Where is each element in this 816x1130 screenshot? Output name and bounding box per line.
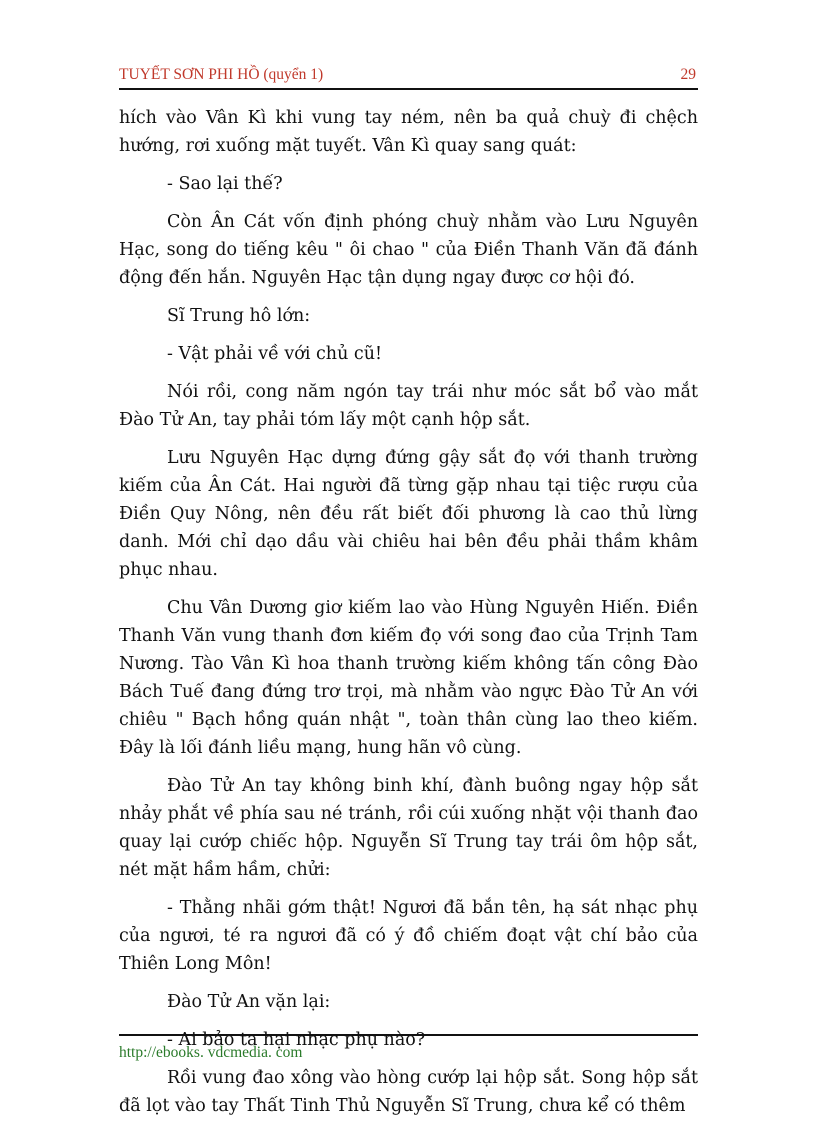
book-title: TUYẾT SƠN PHI HỒ (quyển 1): [119, 66, 324, 83]
paragraph: Đào Tử An vặn lại:: [167, 992, 331, 1012]
page-number: 29: [680, 66, 696, 83]
paragraph: Sĩ Trung hô lớn:: [167, 306, 311, 326]
paragraph: Chu Vân Dương giơ kiếm lao vào Hùng Nguyên Hiến. Điền Thanh Văn vung thanh đơn kiếm đọ với song đao của Trịnh Tam Nương. Tào Vân Kì hoa thanh trường kiếm không tấn công Đào Bách Tuế đang đứng trơ trọi, mà nhằm vào ngực Đào Tử An với chiêu " Bạch hồng quán nhật ", toàn thân cùng lao theo kiếm. Đây là lối đánh liều mạng, hung hãn vô cùng.: [119, 598, 698, 758]
paragraph: Đào Tử An tay không binh khí, đành buông ngay hộp sắt nhảy phắt về phía sau né tránh, rồi cúi xuống nhặt vội thanh đao quay lại cướp chiếc hộp. Nguyễn Sĩ Trung tay trái ôm hộp sắt, nét mặt hầm hầm, chửi:: [119, 776, 698, 880]
paragraph: Còn Ân Cát vốn định phóng chuỳ nhằm vào Lưu Nguyên Hạc, song do tiếng kêu " ôi chao " của Điền Thanh Văn đã đánh động đến hắn. Nguyên Hạc tận dụng ngay được cơ hội đó.: [119, 212, 698, 288]
paragraph: - Thằng nhãi gớm thật! Ngươi đã bắn tên, hạ sát nhạc phụ của ngươi, té ra ngươi đã có ý đồ chiếm đoạt vật chí bảo của Thiên Long Môn!: [119, 898, 698, 974]
paragraph: Rồi vung đao xông vào hòng cướp lại hộp sắt. Song hộp sắt đã lọt vào tay Thất Tinh Thủ Nguyễn Sĩ Trung, chưa kể có thêm: [119, 1068, 698, 1116]
footer-link[interactable]: http://ebooks. vdcmedia. com: [119, 1044, 303, 1061]
body-text: [119, 104, 698, 1130]
paragraph: Lưu Nguyên Hạc dựng đứng gậy sắt đọ với thanh trường kiếm của Ân Cát. Hai người đã từng gặp nhau tại tiệc rượu của Điền Quy Nông, nên đều rất biết đối phương là cao thủ lừng danh. Mới chỉ dạo dầu vài chiêu hai bên đều phải thầm khâm phục nhau.: [119, 448, 698, 580]
paragraph: - Sao lại thế?: [167, 174, 283, 194]
paragraph: - Ai bảo ta hại nhạc phụ nào?: [167, 1030, 426, 1050]
page-header: [119, 64, 698, 90]
paragraph: hích vào Vân Kì khi vung tay ném, nên ba quả chuỳ đi chệch hướng, rơi xuống mặt tuyết. Vân Kì quay sang quát:: [119, 108, 698, 156]
paragraph: Nói rồi, cong năm ngón tay trái như móc sắt bổ vào mắt Đào Tử An, tay phải tóm lấy một cạnh hộp sắt.: [119, 382, 698, 430]
paragraph: - Vật phải về với chủ cũ!: [167, 344, 383, 364]
